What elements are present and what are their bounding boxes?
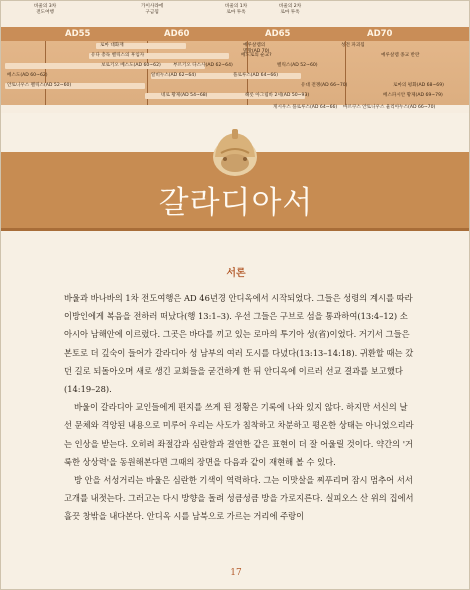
timeline-event: 보로기오 베스도(AD 60~62): [101, 63, 161, 68]
timeline-event: 로마의 평화(AD 68~69): [393, 83, 444, 88]
timeline-note: 가이사랴에 구금됨: [141, 4, 164, 15]
era-label: AD60: [164, 29, 190, 39]
roman-helmet-icon: [203, 123, 267, 183]
timeline-event: 예루살렘의 멸망(AD 70): [243, 43, 270, 54]
timeline-event: 베스도(AD 60~62): [7, 73, 48, 78]
page-number: 17: [230, 568, 242, 578]
timeline-note: 바울의 2차 로마 투옥: [279, 4, 302, 15]
paragraph: 바울과 바나바의 1차 전도여행은 AD 46년경 안디옥에서 시작되었다. 그들은 성령의 계시를 따라 이방인에게 복음을 전하러 떠났다(행 13:1–3). 우선 그들은 구브로 섬을 통과하여(13:4–12) 소아시아 남해안에 이르렀다. 그곳은 바다를 끼고 있는 로마의 투기아 성(省)이었다. 거기서 그들은 본토로 더 깊숙이 들어가 갈라디아 성 남부의 여러 도시를 다녔다(13:13–14:18). 귀환할 때는 갔던 길로 되돌아오며 새로 생긴 교회들을 굳건하게 한 뒤 안디옥에 이르러 선교 결과를 보고했다(14:19–28).: [64, 293, 414, 395]
timeline-event: 안토니우스 펠릭스(AD 52~60): [7, 83, 72, 88]
timeline-marker: [345, 41, 346, 105]
timeline-event: 마르쿠스 안토니우스 율리아누스(AD 66~70): [343, 105, 436, 110]
section-heading: 서론: [226, 268, 246, 279]
timeline-event: 부르기오 다스사(AD 62~64): [173, 63, 233, 68]
body-text: [64, 289, 414, 526]
timeline-bottom-notes: [1, 105, 470, 113]
timeline-event: 알비누스(AD 62~64): [151, 73, 197, 78]
header-shadow: [1, 228, 470, 231]
timeline-event: 네로 황제(AD 54~68): [161, 93, 208, 98]
era-label: AD65: [265, 29, 291, 39]
paragraph: 방 안을 서성거리는 바울은 심란한 기색이 역력하다. 그는 이맛살을 찌푸리며 잠시 멈추어 서서 고개를 내젓는다. 그러고는 다시 방향을 돌려 성큼성큼 방을 가로지른다. 실피오스 산 위의 집에서 흘끗 창밖을 내다본다. 안디옥 시를 남북으로 가르는 거리에 주랑이: [64, 475, 414, 522]
timeline-event: 벨릭스(AD 52~60): [277, 63, 318, 68]
timeline-rows: [1, 41, 470, 105]
timeline-event: 플로루스(AD 64~66): [233, 73, 279, 78]
timeline-event: 예루살렘 종교 반란: [381, 53, 420, 58]
timeline-event: 로마 대화재: [100, 43, 124, 48]
paragraph: 바울이 갈라디아 교인들에게 편지를 쓰게 된 정황은 기록에 나와 있지 않다. 하지만 서신의 날선 문체와 격앙된 내용으로 미루어 우리는 사도가 침착하고 차분하고 평온한 상태는 아니었으리라는 인상을 받는다. 오히려 좌절감과 심란함과 결연한 같은 표현이 더 잘 어울릴 것이다. 약간의 '거룩한 상상력'을 동원해본다면 그때의 장면을 다음과 같이 재현해 볼 수 있다.: [64, 402, 414, 467]
timeline-note: 바울의 3차 전도여행: [34, 4, 57, 15]
timeline-event: 헤롯 아그립바 2세(AD 50~93): [245, 93, 310, 98]
timeline-event: 베드로의 순교?: [241, 53, 272, 58]
timeline-event: 성전 파괴됨: [341, 43, 365, 48]
timeline-top-notes: [1, 4, 470, 26]
chapter-title: 갈라디아서: [158, 185, 314, 221]
timeline-note: 바울의 1차 로마 투옥: [225, 4, 248, 15]
history-timeline: [1, 1, 470, 113]
era-label: AD70: [367, 29, 393, 39]
timeline-event: 베스파시안 황제(AD 69~79): [383, 93, 443, 98]
timeline-event: 유대 전쟁(AD 66~70): [301, 83, 348, 88]
timeline-event: 유다 총독 벨릭스의 후임자: [91, 53, 145, 58]
timeline-event: 게시우스 플로루스(AD 64~66): [273, 105, 338, 110]
era-label: AD55: [65, 29, 91, 39]
